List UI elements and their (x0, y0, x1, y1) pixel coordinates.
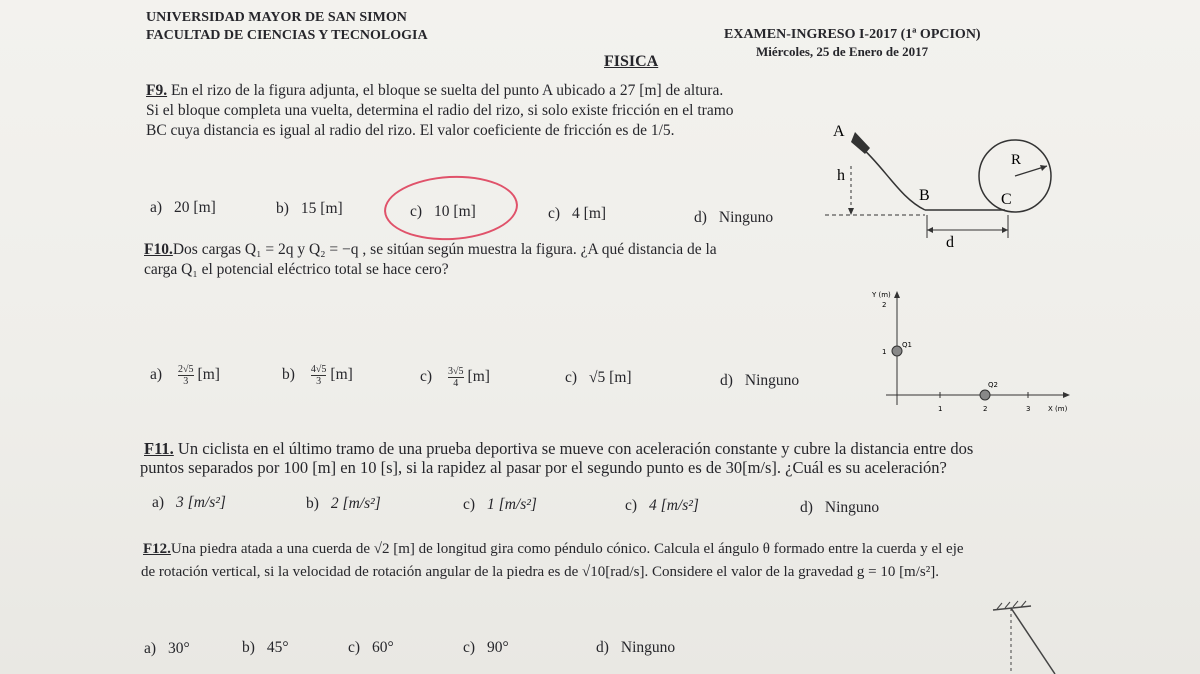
fraction (448, 366, 464, 389)
charges-figure (868, 285, 1078, 420)
option-text: 45° (266, 639, 289, 656)
option-key: c) (420, 368, 433, 386)
option-key: b) (276, 200, 289, 217)
pendulum-figure (985, 600, 1065, 674)
option-key: b) (282, 366, 295, 384)
label-c: C (1001, 191, 1012, 208)
option-text: Ninguno (824, 499, 880, 516)
option-key: c) (548, 205, 561, 222)
option-key: c) (348, 639, 361, 656)
exam-date: Miércoles, 25 de Enero de 2017 (756, 44, 929, 59)
numerator: 3√5 (448, 366, 464, 377)
x-tick-3-label: 3 (1026, 405, 1031, 413)
option-key: c) (625, 497, 638, 514)
q9-number: F9. (146, 82, 168, 99)
charge-q2 (980, 390, 990, 400)
q9-line2: Si el bloque completa una vuelta, determina el radio del rizo, si solo existe fricción en el tramo (146, 102, 734, 119)
y-tick-1-label: 1 (882, 348, 887, 356)
hatch-1 (997, 603, 1002, 609)
pendulum-string (1011, 608, 1055, 674)
option-key: c) (463, 639, 476, 656)
answer-circle-mark (382, 173, 519, 244)
y-axis-arrow (894, 291, 900, 298)
y-tick-2-label: 2 (882, 301, 887, 309)
q10-option-c[interactable] (420, 366, 490, 389)
option-unit: [m] (467, 368, 490, 386)
q9-option-c2[interactable] (548, 205, 606, 223)
option-text: 1 [m/s²] (487, 496, 537, 513)
x-tick-1-label: 1 (938, 405, 943, 413)
university-name: UNIVERSIDAD MAYOR DE SAN SIMON (146, 10, 407, 25)
x-tick-2-label: 2 (983, 405, 988, 413)
fraction (178, 364, 194, 387)
q11-option-a[interactable] (152, 494, 226, 512)
option-text: 4 [m] (572, 205, 607, 222)
q10-number: F10. (144, 241, 173, 258)
q10-text-1: Dos cargas Q₁ = 2q y Q₂ = −q , se sitúan según muestra la figura. ¿A qué distancia de la (172, 241, 717, 258)
option-text: Ninguno (620, 639, 676, 656)
label-a: A (833, 123, 845, 140)
q12-option-d[interactable] (596, 639, 675, 657)
x-axis-label: X (m) (1048, 405, 1068, 413)
option-key: c) (410, 203, 423, 220)
option-key: b) (306, 495, 319, 512)
option-key: a) (144, 640, 157, 657)
option-unit: [m] (197, 366, 220, 384)
q9-option-d[interactable] (694, 209, 773, 227)
option-key: d) (596, 639, 609, 656)
q12-option-b[interactable] (242, 639, 289, 657)
hatch-2 (1005, 602, 1010, 608)
q12-text-1: Una piedra atada a una cuerda de √2 [m] de longitud gira como péndulo cónico. Calcula el ángulo θ formado entre la cuerda y el eje (170, 541, 964, 557)
charge-q1 (892, 346, 902, 356)
option-key: b) (242, 639, 255, 656)
q10-option-d[interactable] (720, 372, 799, 390)
option-text: Ninguno (744, 372, 800, 389)
q12-line1 (143, 539, 964, 559)
option-key: d) (800, 499, 813, 516)
q10-line1 (144, 240, 717, 260)
d-arrow-left (927, 227, 933, 233)
q9-option-a[interactable] (150, 199, 216, 217)
option-key: d) (694, 209, 707, 226)
label-h: h (837, 167, 845, 184)
option-key: c) (565, 369, 578, 386)
q10-option-b[interactable] (282, 364, 353, 387)
option-text: 90° (487, 639, 509, 656)
q9-line1 (146, 81, 723, 101)
label-d: d (946, 234, 954, 251)
option-key: c) (463, 496, 476, 513)
fraction (311, 364, 327, 387)
q1-label: Q1 (902, 341, 912, 349)
option-text: √5 [m] (589, 369, 632, 386)
faculty-name: FACULTAD DE CIENCIAS Y TECNOLOGIA (146, 28, 428, 43)
q11-line1 (144, 439, 973, 459)
denominator: 3 (183, 376, 189, 387)
q12-line2: de rotación vertical, si la velocidad de rotación angular de la piedra es de √10[rad/s]. Considere el valor de la gravedad g = 10 [m/s²]. (141, 564, 939, 580)
q11-number: F11. (144, 439, 174, 458)
exam-title: EXAMEN-INGRESO I-2017 (1ª OPCION) (724, 27, 981, 42)
option-key: a) (150, 366, 163, 384)
option-text: 3 [m/s²] (176, 494, 226, 511)
q11-line2: puntos separados por 100 [m] en 10 [s], si la rapidez al pasar por el segundo punto es de 30[m/s]. ¿Cuál es su aceleración? (140, 458, 947, 477)
label-r: R (1011, 152, 1022, 168)
q9-text-1: En el rizo de la figura adjunta, el bloque se suelta del punto A ubicado a 27 [m] de altura. (167, 82, 724, 99)
numerator: 4√5 (310, 364, 327, 375)
q9-line3: BC cuya distancia es igual al radio del rizo. El valor coeficiente de fricción es de 1/5. (146, 122, 675, 139)
q12-option-c[interactable] (348, 639, 394, 657)
q11-option-c2[interactable] (625, 497, 699, 515)
q2-label: Q2 (988, 381, 998, 389)
option-text: 10 [m] (434, 203, 476, 220)
q10-option-a[interactable] (150, 364, 220, 387)
option-key: d) (720, 372, 733, 389)
q9-option-b[interactable] (276, 200, 343, 218)
ramp-curve (860, 146, 925, 210)
q12-option-a[interactable] (144, 640, 190, 658)
numerator: 2√5 (178, 364, 194, 375)
label-b: B (919, 187, 930, 204)
q11-text-1: Un ciclista en el último tramo de una prueba deportiva se mueve con aceleración constante y cubre la distancia entre dos (173, 439, 974, 458)
x-axis-arrow (1063, 392, 1070, 398)
denominator: 4 (453, 378, 459, 389)
q12-option-c2[interactable] (463, 639, 509, 657)
denominator: 3 (316, 376, 322, 387)
q12-number: F12. (143, 541, 171, 557)
loop-diagram (815, 118, 1075, 258)
q11-option-c[interactable] (463, 496, 537, 514)
q10-option-c2[interactable] (565, 369, 632, 387)
option-key: a) (150, 199, 163, 216)
option-text: 15 [m] (300, 200, 343, 217)
option-text: Ninguno (718, 209, 774, 226)
block-at-a (851, 132, 870, 154)
option-text: 2 [m/s²] (330, 495, 381, 512)
q11-option-d[interactable] (800, 499, 879, 517)
y-axis-label: Y (m) (872, 291, 891, 299)
subject-title: FISICA (604, 53, 659, 70)
hatch-3 (1013, 601, 1018, 607)
option-unit: [m] (330, 366, 353, 384)
d-arrow-right (1002, 227, 1008, 233)
option-text: 60° (372, 639, 394, 656)
option-text: 4 [m/s²] (649, 497, 699, 514)
height-arrowhead (848, 208, 854, 215)
option-text: 30° (168, 640, 190, 657)
option-text: 20 [m] (174, 199, 216, 216)
option-key: a) (152, 494, 165, 511)
q11-option-b[interactable] (306, 495, 381, 513)
q10-line2: carga Q₁ el potencial eléctrico total se hace cero? (144, 261, 449, 278)
radius-arrowhead (1040, 165, 1047, 171)
